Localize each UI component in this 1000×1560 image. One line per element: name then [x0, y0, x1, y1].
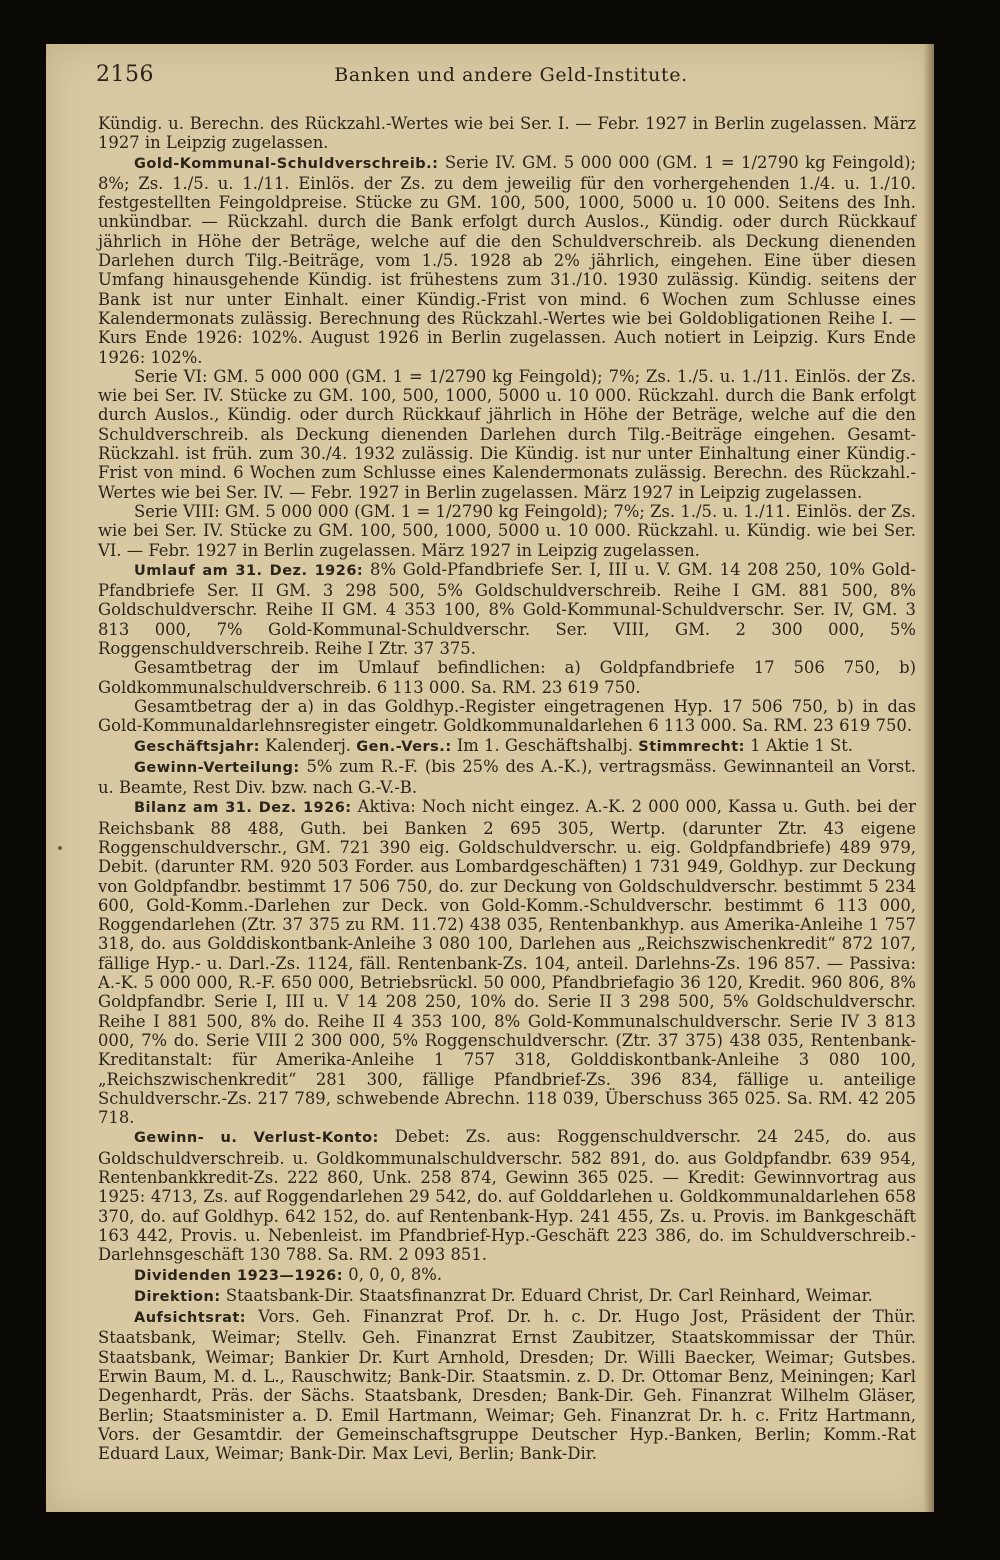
paragraph-text: 1 Aktie 1 St. [744, 735, 853, 755]
body-text [98, 114, 916, 1463]
section-heading: Gewinn-Verteilung: [134, 759, 300, 776]
paragraph [98, 153, 916, 367]
section-heading: Bilanz am 31. Dez. 1926: [134, 800, 352, 817]
paragraph [98, 1127, 916, 1264]
running-title: Banken und andere Geld-Institute. [334, 64, 688, 86]
paragraph-text: Im 1. Geschäftshalbj. [451, 735, 639, 755]
paragraph-text: Vors. Geh. Finanzrat Prof. Dr. h. c. Dr. Hugo Jost, Präsident der Thür. Staatsbank, Weimar; Stellv. Geh. Finanzrat Ernst Zaubitzer, Staatskommissar der Thür. Staatsbank, Weimar; Bankier Dr. Kurt Arnhold, Dresden; Dr. Willi Baecker, Weimar; Gutsbes. Erwin Baum, M. d. L., Rauschwitz; Bank-Dir. Staatsmin. z. D. Dr. Ottomar Benz, Meiningen; Karl Degenhardt, Präs. der Sächs. Staatsbank, Dresden; Bank-Dir. Geh. Finanzrat Wilhelm Gläser, Berlin; Staatsminister a. D. Emil Hartmann, Weimar; Geh. Finanzrat Dr. h. c. Fritz Hartmann, Vors. der Gesamtdir. der Gemeinschaftsgruppe Deutscher Hyp.-Banken, Berlin; Komm.-Rat Eduard Laux, Weimar; Bank-Dir. Max Levi, Berlin; Bank-Dir. [98, 1307, 916, 1464]
paragraph [98, 114, 916, 153]
paragraph-text: Serie VIII: GM. 5 000 000 (GM. 1 = 1/2790 kg Feingold); 7%; Zs. 1./5. u. 1./11. Einlös. der Zs. wie bei Ser. IV. Stücke zu GM. 100, 500, 1000, 5000 u. 10 000. Rückzahl. u. Kündig. wie bei Ser. VI. — Febr. 1927 in Berlin zugelassen. März 1927 in Leipzig zugelassen. [98, 501, 916, 560]
paragraph-text: 8% Gold-Pfandbriefe Ser. I, III u. V. GM. 14 208 250, 10% Gold-Pfandbriefe Ser. II GM. 3 298 500, 5% Goldschuldverschreib. Reihe I GM. 881 500, 8% Goldschuldverschr. Reihe II GM. 4 353 100, 8% Gold-Kommunal-Schuldverschr. Ser. IV, GM. 3 813 000, 7% Gold-Kommunal-Schuldverschr. Ser. VIII, GM. 2 300 000, 5% Roggenschuldverschreib. Reihe I Ztr. 37 375. [98, 559, 916, 659]
section-heading: Gewinn- u. Verlust-Konto: [134, 1130, 379, 1147]
page-number: 2156 [96, 62, 154, 87]
paragraph-text: 0, 0, 0, 8%. [343, 1264, 443, 1284]
page-header [96, 62, 926, 92]
paragraph [98, 367, 916, 502]
section-heading: Gen.-Vers.: [356, 738, 452, 755]
paragraph-text: Staatsbank-Dir. Staatsfinanzrat Dr. Eduard Christ, Dr. Carl Reinhard, Weimar. [220, 1285, 873, 1305]
section-heading: Gold-Kommunal-Schuldverschreib.: [134, 155, 439, 172]
paragraph-text: 5% zum R.-F. (bis 25% des A.-K.), vertragsmäss. Gewinnanteil an Vorst. u. Beamte, Rest Div. bzw. nach G.-V.-B. [98, 756, 916, 798]
section-heading: Umlauf am 31. Dez. 1926: [134, 562, 364, 579]
paragraph [98, 736, 916, 757]
paragraph-text: Aktiva: Noch nicht eingez. A.-K. 2 000 000, Kassa u. Guth. bei der Reichsbank 88 488, Guth. bei Banken 2 695 305, Wertp. (darunter Ztr. 43 eigene Roggenschuldverschr., GM. 721 390 eig. Goldschuldverschr. u. eig. Goldpfandbriefe) 489 979, Debit. (darunter RM. 920 503 Forder. aus Lombardgeschäften) 1 731 949, Goldhyp. zur Deckung von Goldpfandbr. bestimmt 17 506 750, do. zur Deckung von Goldschuldverschr. bestimmt 5 234 600, Gold-Komm.-Darlehen zur Deck. von Gold-Komm.-Schuldverschr. bestimmt 6 113 000, Roggendarlehen (Ztr. 37 375 zu RM. 11.72) 438 035, Rentenbankhyp. aus Amerika-Anleihe 1 757 318, do. aus Golddiskontbank-Anleihe 3 080 100, Darlehen aus „Reichszwischenkredit“ 872 107, fällige Hyp.- u. Darl.-Zs. 1124, fäll. Rentenbank-Zs. 104, anteil. Darlehns-Zs. 196 857. — Passiva: A.-K. 5 000 000, R.-F. 650 000, Betriebsrückl. 50 000, Pfandbriefagio 36 120, Kredit. 960 806, 8% Goldpfandbr. Serie I, III u. V 14 208 250, 10% do. Serie II 3 298 500, 5% Goldschuldverschr. Reihe I 881 500, 8% do. Reihe II 4 353 100, 8% Gold-Kommunalschuldverschr. Serie IV 3 813 000, 7% do. Serie VIII 2 300 000, 5% Roggenschuldverschr. (Ztr. 37 375) 438 035, Rentenbank-Kreditanstalt: für Amerika-Anleihe 1 757 318, Golddiskontbank-Anleihe 3 080 100, „Reichszwischenkredit“ 281 300, fällige Pfandbrief-Zs. 396 834, fällige u. anteilige Schuldverschr.-Zs. 217 789, schwebende Abrechn. 118 039, Überschuss 365 025. Sa. RM. 42 205 718. [98, 797, 916, 1128]
paragraph [98, 1265, 916, 1286]
paragraph [98, 502, 916, 560]
paragraph-text: Debet: Zs. aus: Roggenschuldverschr. 24 245, do. aus Goldschuldverschreib. u. Goldkommunalschuldverschr. 582 891, do. aus Goldpfandbr. 639 954, Rentenbankkredit-Zs. 222 860, Unk. 258 874, Gewinn 365 025. — Kredit: Gewinnvortrag aus 1925: 4713, Zs. auf Roggendarlehen 29 542, do. auf Golddarlehen u. Goldkommunaldarlehen 658 370, do. auf Goldhyp. 642 152, do. auf Rentenbank-Hyp. 241 455, Zs. u. Provis. im Bankgeschäft 163 442, Provis. u. Nebenleist. im Pfandbrief-Hyp.-Geschäft 223 386, do. im Schuldverschreib.-Darlehnsgeschäft 130 788. Sa. RM. 2 093 851. [98, 1127, 916, 1265]
paragraph-text: Serie IV. GM. 5 000 000 (GM. 1 = 1/2790 kg Feingold); 8%; Zs. 1./5. u. 1./11. Einlös. der Zs. zu dem jeweilig für den vorhergehenden 1./4. u. 1./10. festgestellten Feingoldpreise. Stücke zu GM. 100, 500, 1000, 5000 u. 10 000. Seitens des Inh. unkündbar. — Rückzahl. durch die Bank erfolgt durch Auslos., Kündig. oder durch Rückkauf jährlich in Höhe der Beträge, welche auf die den Schuldverschreib. als Deckung dienenden Darlehen durch Tilg.-Beiträge, vom 1./5. 1928 ab 2% jährlich, eingehen. Eine über diesen Umfang hinausgehende Kündig. ist frühestens zum 31./10. 1930 zulässig. Kündig. seitens der Bank ist nur unter Einhalt. einer Kündig.-Frist von mind. 6 Wochen zum Schlusse eines Kalendermonats zulässig. Berechnung des Rückzahl.-Wertes wie bei Goldobligationen Reihe I. — Kurs Ende 1926: 102%. August 1926 in Berlin zugelassen. Auch notiert in Leipzig. Kurs Ende 1926: 102%. [98, 152, 916, 367]
section-heading: Geschäftsjahr: [134, 738, 260, 755]
section-heading: Direktion: [134, 1288, 221, 1305]
page-edge [924, 44, 934, 1512]
paragraph [98, 1286, 916, 1307]
paragraph [98, 757, 916, 798]
margin-mark [58, 846, 62, 850]
paragraph [98, 560, 916, 658]
section-heading: Stimmrecht: [638, 738, 745, 755]
paragraph-text: Gesamtbetrag der im Umlauf befindlichen: a) Goldpfandbriefe 17 506 750, b) Goldkommunalschuldverschreib. 6 113 000. Sa. RM. 23 619 750. [98, 658, 916, 697]
paragraph [98, 658, 916, 697]
paragraph [98, 697, 916, 736]
paragraph [98, 797, 916, 1127]
paragraph-text: Kalenderj. [259, 735, 357, 755]
section-heading: Aufsichtsrat: [134, 1310, 247, 1327]
paragraph-text: Serie VI: GM. 5 000 000 (GM. 1 = 1/2790 kg Feingold); 7%; Zs. 1./5. u. 1./11. Einlös. der Zs. wie bei Ser. IV. Stücke zu GM. 100, 500, 1000, 5000 u. 10 000. Rückzahl. durch die Bank erfolgt durch Auslos., Kündig. oder durch Rückkauf jährlich in Höhe der Beträge, welche auf die den Schuldverschreib. als Deckung dienenden Darlehen durch Tilg.-Beiträge eingehen. Gesamt-Rückzahl. ist früh. zum 30./4. 1932 zulässig. Die Kündig. ist nur unter Einhaltung einer Kündig.-Frist von mind. 6 Wochen zum Schlusse eines Kalendermonats zulässig. Berechn. des Rückzahl.-Wertes wie bei Ser. IV. — Febr. 1927 in Berlin zugelassen. März 1927 in Leipzig zugelassen. [98, 366, 916, 502]
paragraph [98, 1307, 916, 1463]
paragraph-text: Gesamtbetrag der a) in das Goldhyp.-Register eingetragenen Hyp. 17 506 750, b) in das Gold-Kommunaldarlehnsregister eingetr. Goldkommunaldarlehen 6 113 000. Sa. RM. 23 619 750. [98, 696, 916, 736]
section-heading: Dividenden 1923—1926: [134, 1267, 344, 1284]
paragraph-text: Kündig. u. Berechn. des Rückzahl.-Wertes wie bei Ser. I. — Febr. 1927 in Berlin zugelassen. März 1927 in Leipzig zugelassen. [98, 114, 916, 153]
